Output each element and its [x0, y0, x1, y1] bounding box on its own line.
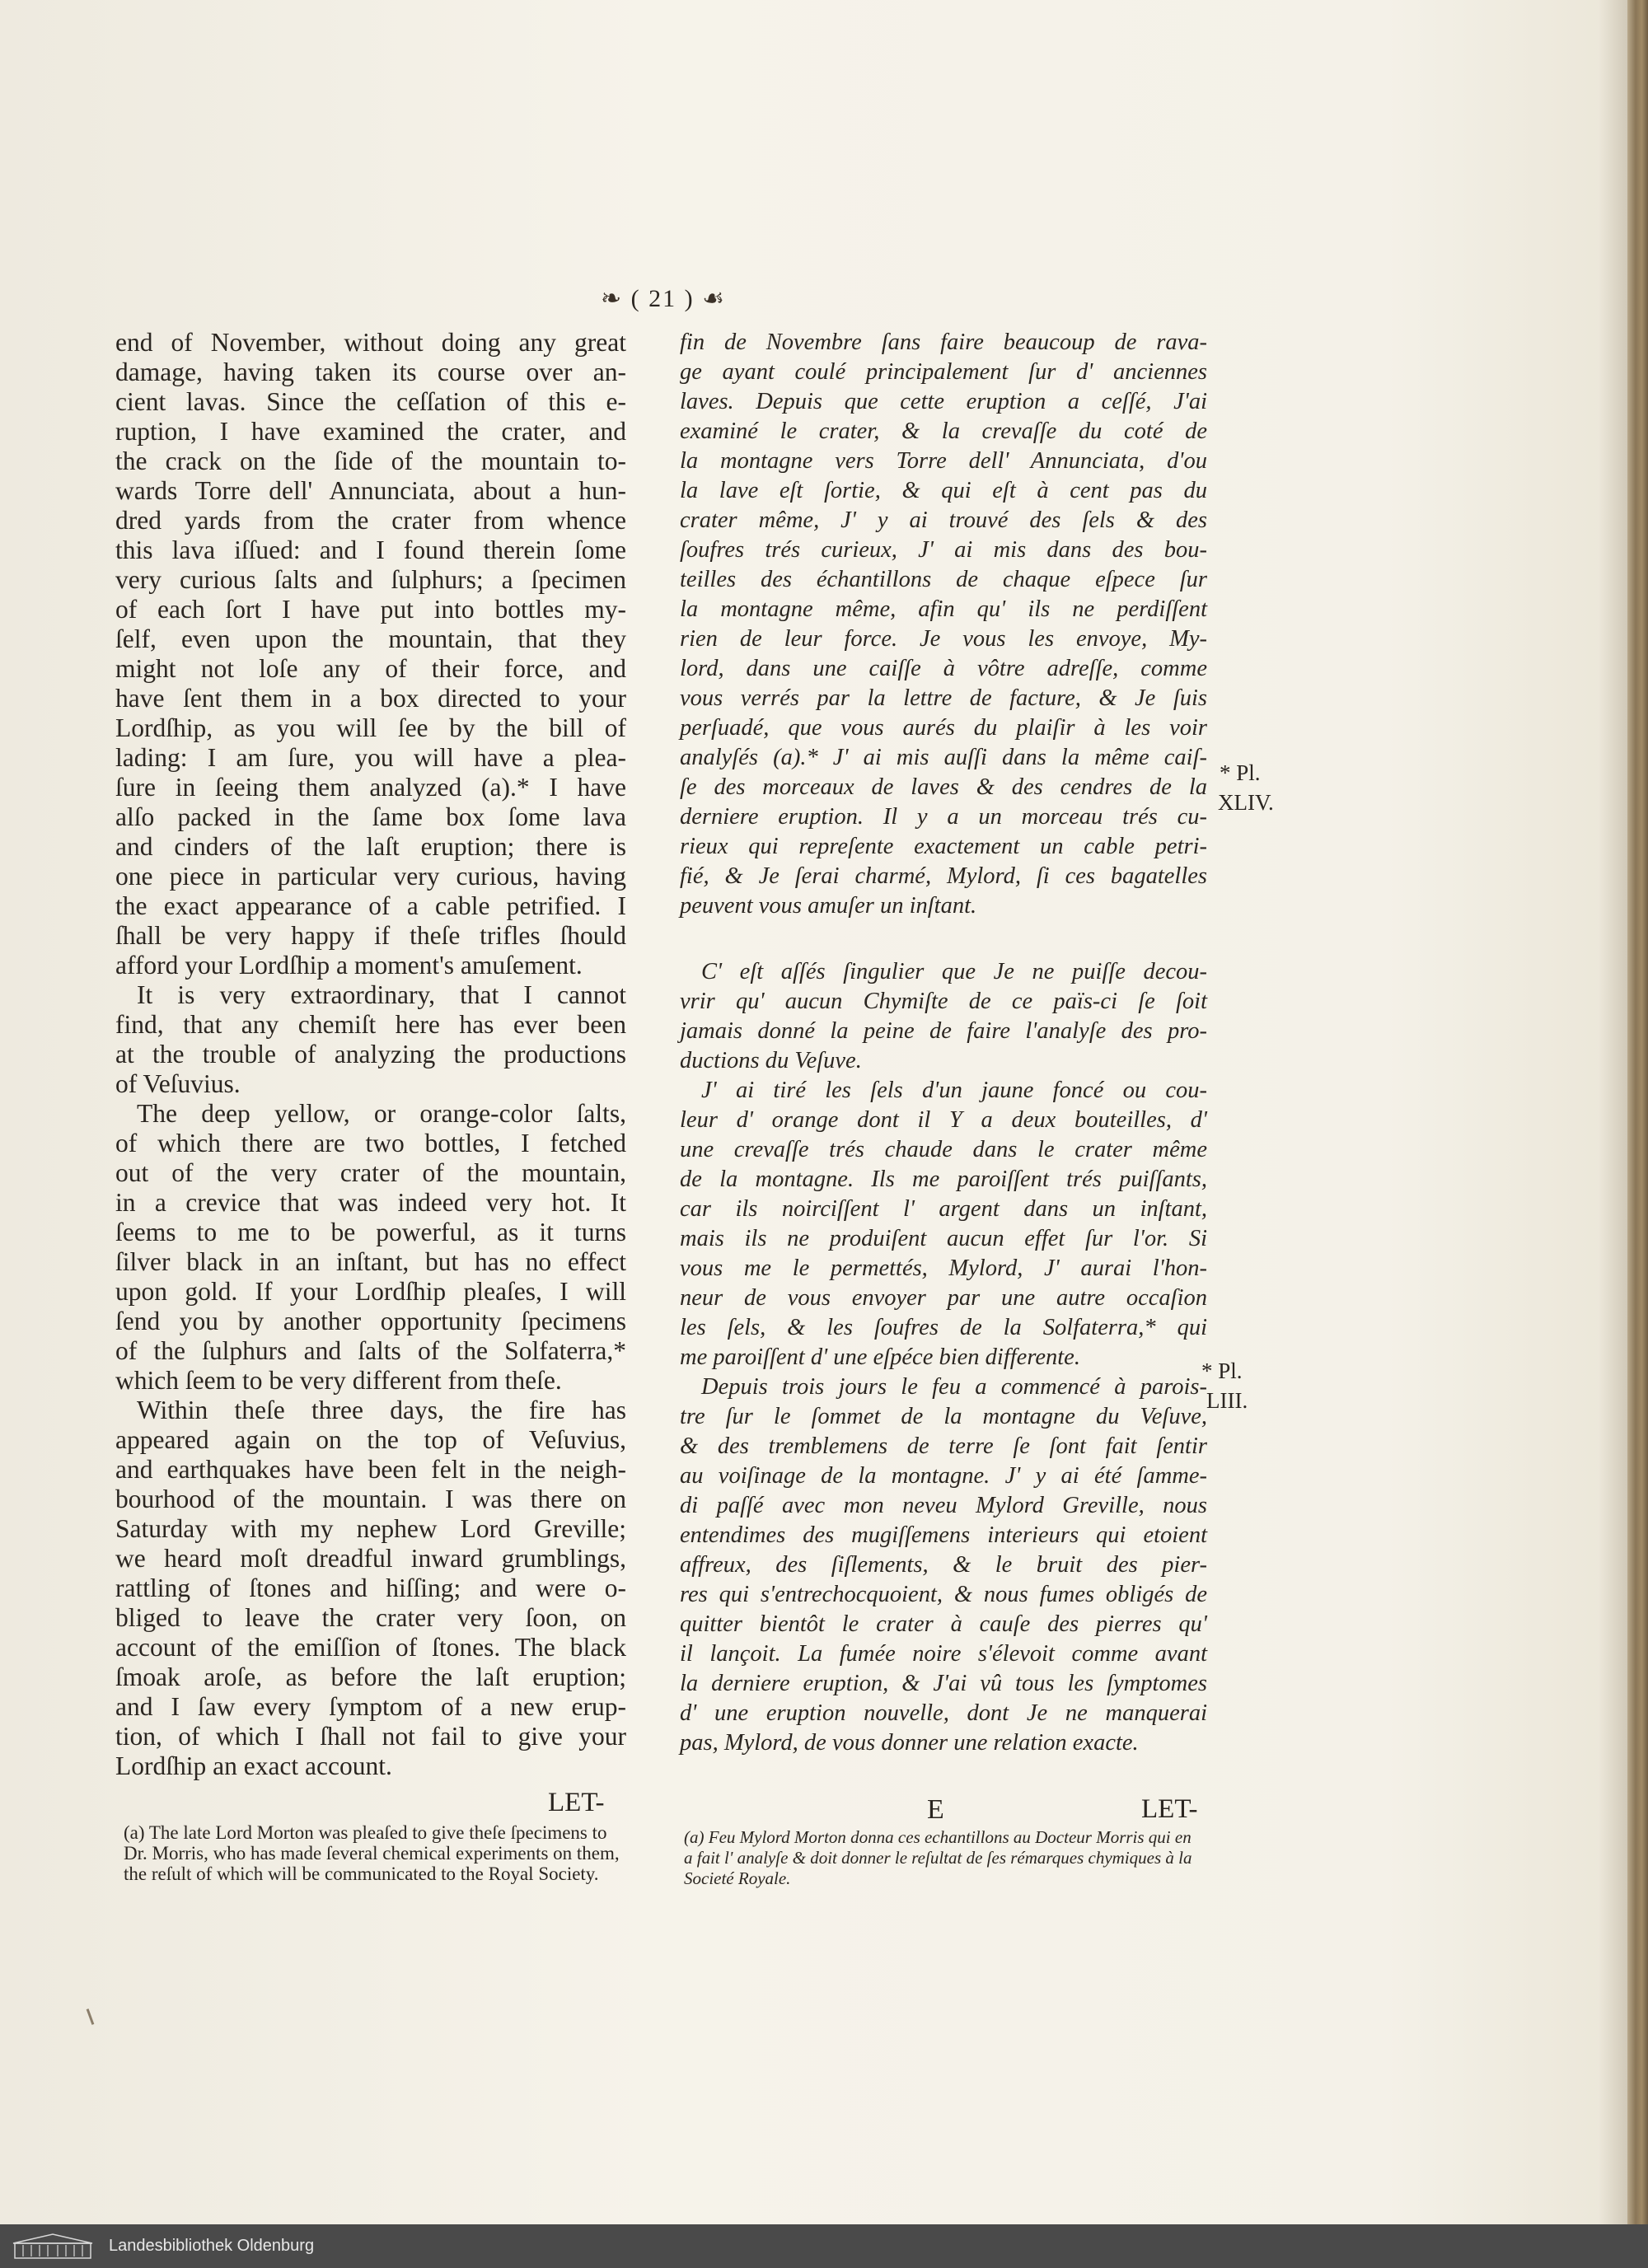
french-column [680, 328, 1207, 1758]
text-line: ſeems to me to be powerful, as it turns [115, 1218, 626, 1246]
text-line: de la montagne. Ils me paroiſſent trés puiſſants, [680, 1167, 1207, 1192]
text-line: vrir qu' aucun Chymiſte de ce païs-ci ſe ſoit [680, 989, 1207, 1014]
text-line: at the trouble of analyzing the productions [115, 1040, 626, 1069]
text-line: ſure in ſeeing them analyzed (a).* I have [115, 773, 626, 802]
text-line: ruption, I have examined the crater, and [115, 417, 626, 446]
library-building-icon [12, 2232, 94, 2261]
text-line: la lave eſt ſortie, & qui eſt à cent pas du [680, 478, 1207, 503]
text-line: analyſés (a).* J' ai mis auſſi dans la même caiſ- [680, 745, 1207, 770]
text-line: perſuadé, que vous aurés du plaiſir à les voir [680, 715, 1207, 741]
text-line: quitter bientôt le crater à cauſe des pierres qu' [680, 1611, 1207, 1637]
text-line: bliged to leave the crater very ſoon, on [115, 1603, 626, 1632]
page-shadow [1599, 0, 1627, 2224]
french-footnote: (a) Feu Mylord Morton donna ces echantillons au Docteur Morris qui en a fait l' analyſe & doit donner le reſultat de ſes rémarques chymiques à la Societé Royale. [684, 1827, 1192, 1888]
text-line: wards Torre dell' Annunciata, about a hun- [115, 476, 626, 505]
signature-mark: E [927, 1794, 944, 1825]
text-line: les ſels, & les ſoufres de la Solfaterra,* qui [680, 1315, 1207, 1340]
text-line: of each ſort I have put into bottles my- [115, 595, 626, 624]
english-column [115, 328, 626, 1781]
text-line: me paroiſſent d' une eſpéce bien differente. [680, 1344, 1080, 1370]
text-line: Saturday with my nephew Lord Greville; [115, 1514, 626, 1543]
text-line: au voiſinage de la montagne. J' y ai été ſamme- [680, 1463, 1207, 1489]
text-line: lord, dans une caiſſe à vôtre adreſſe, comme [680, 656, 1207, 681]
text-line: the crack on the ſide of the mountain to- [115, 447, 626, 475]
text-line: Within theſe three days, the fire has [137, 1396, 626, 1424]
text-line: derniere eruption. Il y a un morceau trés cu- [680, 804, 1207, 830]
text-line: and earthquakes have been felt in the neigh- [115, 1455, 626, 1484]
text-line: Lordſhip, as you will ſee by the bill of [115, 713, 626, 742]
text-line: rieux qui repreſente exactement un cable petri- [680, 834, 1207, 859]
text-line: rattling of ſtones and hiſſing; and were o- [115, 1574, 626, 1602]
text-line: examiné le crater, & la crevaſſe du coté de [680, 419, 1207, 444]
text-line: of which there are two bottles, I fetched [115, 1129, 626, 1157]
text-line: one piece in particular very curious, having [115, 862, 626, 891]
text-line: The deep yellow, or orange-color ſalts, [137, 1099, 626, 1128]
text-line: fié, & Je ſerai charmé, Mylord, ſi ces bagatelles [680, 863, 1207, 889]
text-line: la montagne vers Torre dell' Annunciata, d'ou [680, 448, 1207, 474]
page-number-text: ( 21 ) [630, 285, 695, 312]
text-line: res qui s'entrechocquoient, & nous fumes obligés de [680, 1582, 1207, 1607]
ornament-left-icon: ❧ [600, 285, 624, 312]
text-line: we heard moſt dreadful inward grumblings, [115, 1544, 626, 1573]
text-line: car ils noirciſſent l' argent dans un inſtant, [680, 1196, 1207, 1222]
text-line: lading: I am ſure, you will have a plea- [115, 743, 626, 772]
text-line: ge ayant coulé principalement ſur d' anciennes [680, 359, 1207, 385]
text-line: Depuis trois jours le feu a commencé à parois- [701, 1374, 1207, 1400]
text-line: Lordſhip an exact account. [115, 1751, 392, 1780]
text-line: of the ſulphurs and ſalts of the Solfaterra,* [115, 1336, 626, 1365]
text-line: peuvent vous amuſer un inſtant. [680, 893, 977, 919]
text-line: dred yards from the crater from whence [115, 506, 626, 535]
text-line: di paſſé avec mon neveu Mylord Greville, nous [680, 1493, 1207, 1518]
text-line: might not loſe any of their force, and [115, 654, 626, 683]
text-line: & des tremblemens de terre ſe ſont fait ſentir [680, 1433, 1207, 1459]
text-line: tion, of which I ſhall not fail to give your [115, 1722, 626, 1751]
text-line: upon gold. If your Lordſhip pleaſes, I will [115, 1277, 626, 1306]
text-line: tre ſur le ſommet de la montagne du Veſuve, [680, 1404, 1207, 1429]
text-line: in a crevice that was indeed very hot. It [115, 1188, 626, 1217]
text-line: very curious ſalts and ſulphurs; a ſpecimen [115, 565, 626, 594]
text-line: vous me le permettés, Mylord, J' aurai l'hon- [680, 1256, 1207, 1281]
text-line: la derniere eruption, & J'ai vû tous les ſymptomes [680, 1671, 1207, 1696]
margin-note-plate-liii [1201, 1356, 1248, 1415]
text-line: C' eſt aſſés ſingulier que Je ne puiſſe decou- [701, 959, 1207, 984]
text-line: pas, Mylord, de vous donner une relation exacte. [680, 1730, 1139, 1756]
library-name: Landesbibliothek Oldenburg [109, 2237, 315, 2255]
text-line: affreux, des ſiſlements, & le bruit des pier- [680, 1552, 1207, 1578]
text-line: find, that any chemiſt here has ever been [115, 1010, 626, 1039]
text-line: teilles des échantillons de chaque eſpece ſur [680, 567, 1207, 592]
paragraph-gap [680, 921, 1207, 957]
text-line: la montagne même, afin qu' ils ne perdiſſent [680, 596, 1207, 622]
text-line: ſilver black in an inſtant, but has no effect [115, 1247, 626, 1276]
text-line: ſmoak aroſe, as before the laſt eruption; [115, 1662, 626, 1691]
english-footnote: (a) The late Lord Morton was pleaſed to give theſe ſpecimens to Dr. Morris, who has made ſeveral chemical experiments on them, the reſult of which will be communicated to the Royal Society. [124, 1822, 620, 1884]
english-catchword: LET- [548, 1788, 605, 1817]
text-line: mais ils ne produiſent aucun effet ſur l'or. Si [680, 1226, 1207, 1251]
text-line: which ſeem to be very different from theſe. [115, 1366, 562, 1395]
text-line: of Veſuvius. [115, 1069, 241, 1098]
text-line: une crevaſſe trés chaude dans le crater même [680, 1137, 1207, 1162]
margin-note-line: XLIV. [1218, 790, 1274, 815]
margin-note-plate-xliv [1218, 758, 1274, 817]
text-line: fin de Novembre ſans faire beaucoup de rava- [680, 330, 1207, 355]
text-line: account of the emiſſion of ſtones. The black [115, 1633, 626, 1662]
library-footer-bar [0, 2224, 1648, 2268]
margin-note-line: * Pl. [1201, 1358, 1243, 1383]
text-line: damage, having taken its course over an- [115, 358, 626, 386]
text-line: neur de vous envoyer par une autre occaſion [680, 1285, 1207, 1311]
text-line: jamais donné la peine de faire l'analyſe des pro- [680, 1018, 1207, 1044]
text-line: rien de leur force. Je vous les envoye, My- [680, 626, 1207, 652]
text-line: and cinders of the laſt eruption; there is [115, 832, 626, 861]
text-line: It is very extraordinary, that I cannot [137, 980, 626, 1009]
text-line: appeared again on the top of Veſuvius, [115, 1425, 626, 1454]
text-line: have ſent them in a box directed to your [115, 684, 626, 713]
french-catchword: LET- [1141, 1794, 1198, 1824]
text-line: afford your Lordſhip a moment's amuſement. [115, 951, 583, 980]
text-line: il lançoit. La fumée noire s'élevoit comme avant [680, 1641, 1207, 1667]
text-line: leur d' orange dont il Y a deux bouteilles, d' [680, 1107, 1207, 1133]
text-line: out of the very crater of the mountain, [115, 1158, 626, 1187]
text-line: crater même, J' y ai trouvé des ſels & des [680, 507, 1207, 533]
text-line: ſhall be very happy if theſe trifles ſhould [115, 921, 626, 950]
text-line: vous verrés par la lettre de facture, & Je ſuis [680, 685, 1207, 711]
ornament-right-icon: ☙ [702, 285, 727, 312]
text-line: alſo packed in the ſame box ſome lava [115, 802, 626, 831]
text-line: ductions du Veſuve. [680, 1048, 862, 1073]
text-line: bourhood of the mountain. I was there on [115, 1485, 626, 1513]
text-line: end of November, without doing any great [115, 328, 626, 357]
text-line: ſoufres trés curieux, J' ai mis dans des bou- [680, 537, 1207, 563]
page-number [569, 284, 758, 313]
text-line: J' ai tiré les ſels d'un jaune foncé ou cou- [701, 1078, 1207, 1103]
text-line: ſe des morceaux de laves & des cendres de la [680, 774, 1207, 800]
text-line: entendimes des mugiſſemens interieurs qui etoient [680, 1522, 1207, 1548]
page-edge [1627, 0, 1648, 2224]
margin-note-line: * Pl. [1220, 760, 1261, 785]
text-line: ſelf, even upon the mountain, that they [115, 624, 626, 653]
text-line: and I ſaw every ſymptom of a new erup- [115, 1692, 626, 1721]
text-line: this lava iſſued: and I found therein ſome [115, 535, 626, 564]
text-line: the exact appearance of a cable petrified. I [115, 891, 626, 920]
margin-note-line: LIII. [1206, 1388, 1248, 1413]
text-line: d' une eruption nouvelle, dont Je ne manquerai [680, 1700, 1207, 1726]
text-line: ſend you by another opportunity ſpecimens [115, 1307, 626, 1335]
text-line: cient lavas. Since the ceſſation of this e- [115, 387, 626, 416]
text-line: laves. Depuis que cette eruption a ceſſé, J'ai [680, 389, 1207, 414]
